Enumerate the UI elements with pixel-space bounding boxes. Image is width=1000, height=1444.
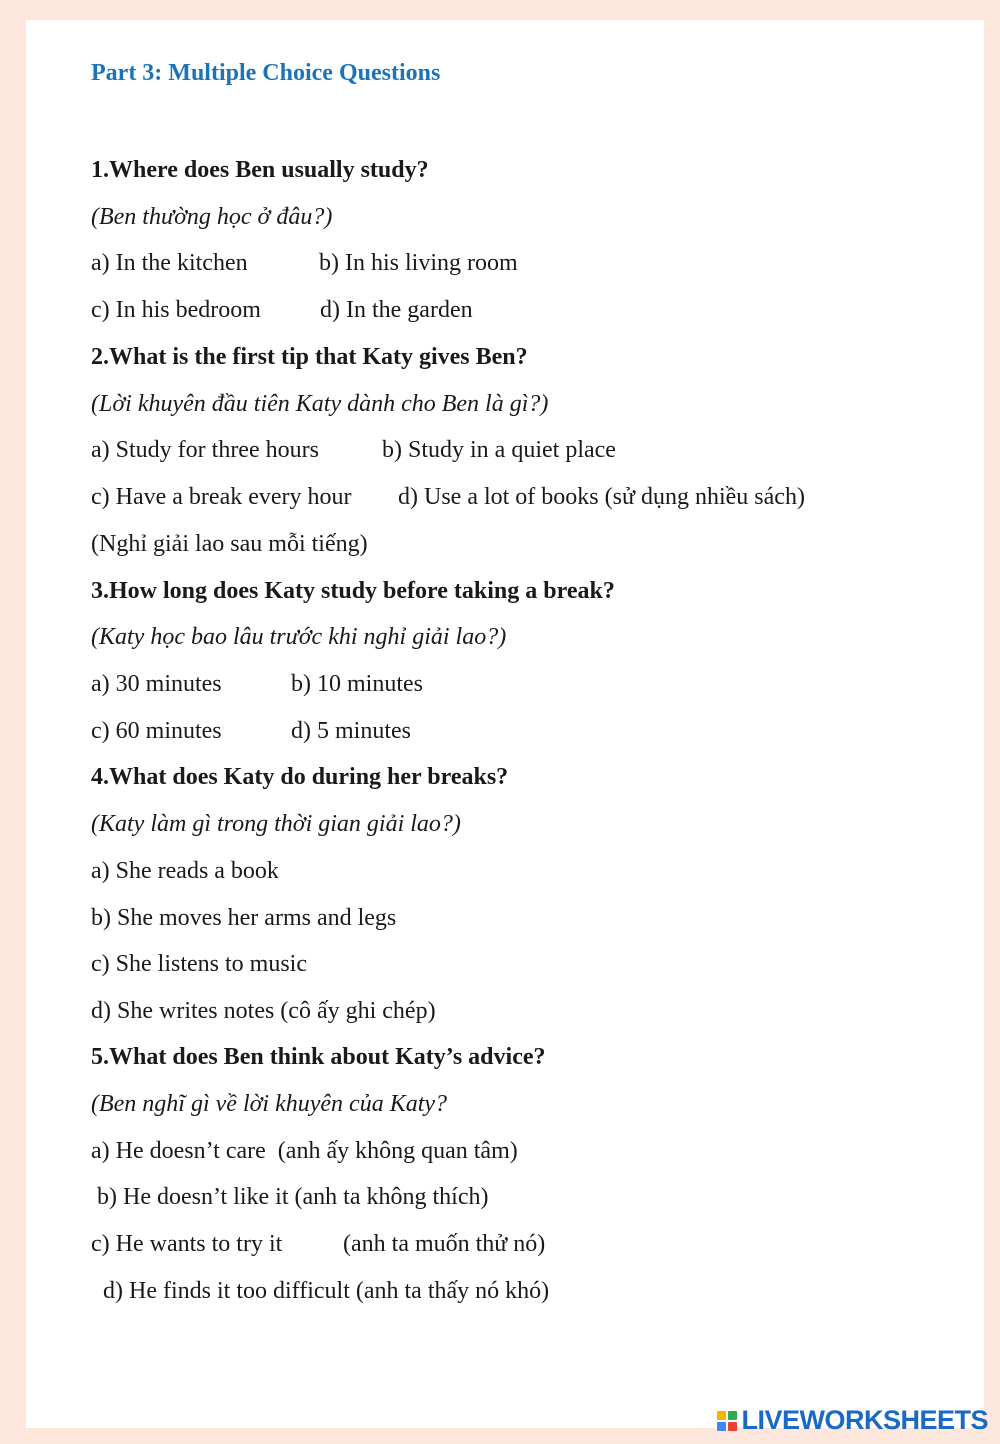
question-2-options-row-1 [91,435,616,465]
question-4: 4.What does Katy do during her breaks? [91,764,509,790]
question-3-options-row-1 [91,669,423,699]
q3-option-d[interactable]: d) 5 minutes [291,718,411,744]
q1-option-c[interactable]: c) In his bedroom [91,297,261,323]
q3-option-c[interactable]: c) 60 minutes [91,718,222,744]
question-3: 3.How long does Katy study before taking a break? [91,578,615,604]
q4-option-d[interactable]: d) She writes notes (cô ấy ghi chép) [91,998,436,1024]
q2-option-a[interactable]: a) Study for three hours [91,437,319,463]
q5-option-c-translation: (anh ta muốn thử nó) [343,1231,546,1257]
question-1-translation: (Ben thường học ở đâu?) [91,204,333,230]
q1-option-a[interactable]: a) In the kitchen [91,250,248,276]
liveworksheets-mark-icon [717,1411,737,1431]
question-5-translation: (Ben nghĩ gì về lời khuyên của Katy? [91,1091,448,1117]
liveworksheets-logo-text: LIVEWORKSHEETS [741,1405,988,1435]
q3-option-a[interactable]: a) 30 minutes [91,671,222,697]
question-4-translation: (Katy làm gì trong thời gian giải lao?) [91,811,461,837]
section-heading: Part 3: Multiple Choice Questions [91,60,441,86]
question-1: 1.Where does Ben usually study? [91,157,429,183]
worksheet-page [26,20,984,1428]
q2-option-b[interactable]: b) Study in a quiet place [382,437,616,463]
question-2-options-row-2 [91,482,805,512]
q4-option-a[interactable]: a) She reads a book [91,858,279,884]
q1-option-b[interactable]: b) In his living room [319,250,518,276]
q5-option-d[interactable]: d) He finds it too difficult (anh ta thấy nó khó) [91,1278,550,1304]
question-3-translation: (Katy học bao lâu trước khi nghỉ giải lao?) [91,624,507,650]
q5-option-c[interactable]: c) He wants to try it [91,1231,283,1257]
question-3-options-row-2 [91,716,411,746]
q5-option-a[interactable]: a) He doesn’t care (anh ấy không quan tâm) [91,1138,518,1164]
q5-option-b[interactable]: b) He doesn’t like it (anh ta không thích) [91,1184,489,1210]
question-2: 2.What is the first tip that Katy gives Ben? [91,344,528,370]
logo-mark-square [717,1422,726,1431]
q1-option-d[interactable]: d) In the garden [320,297,473,323]
question-2-option-c-translation: (Nghỉ giải lao sau mỗi tiếng) [91,531,368,557]
question-1-options-row-1 [91,248,518,278]
q2-option-c[interactable]: c) Have a break every hour [91,484,352,510]
q2-option-d[interactable]: d) Use a lot of books (sử dụng nhiều sách) [398,484,805,510]
logo-mark-square [728,1411,737,1420]
question-1-options-row-2 [91,295,473,325]
logo-mark-square [717,1411,726,1420]
question-2-translation: (Lời khuyên đầu tiên Katy dành cho Ben là gì?) [91,391,549,417]
q4-option-c[interactable]: c) She listens to music [91,951,307,977]
question-5: 5.What does Ben think about Katy’s advice? [91,1044,546,1070]
liveworksheets-logo[interactable] [717,1405,988,1436]
question-5-options-row-c [91,1229,545,1259]
q3-option-b[interactable]: b) 10 minutes [291,671,423,697]
q4-option-b[interactable]: b) She moves her arms and legs [91,905,397,931]
logo-mark-square [728,1422,737,1431]
